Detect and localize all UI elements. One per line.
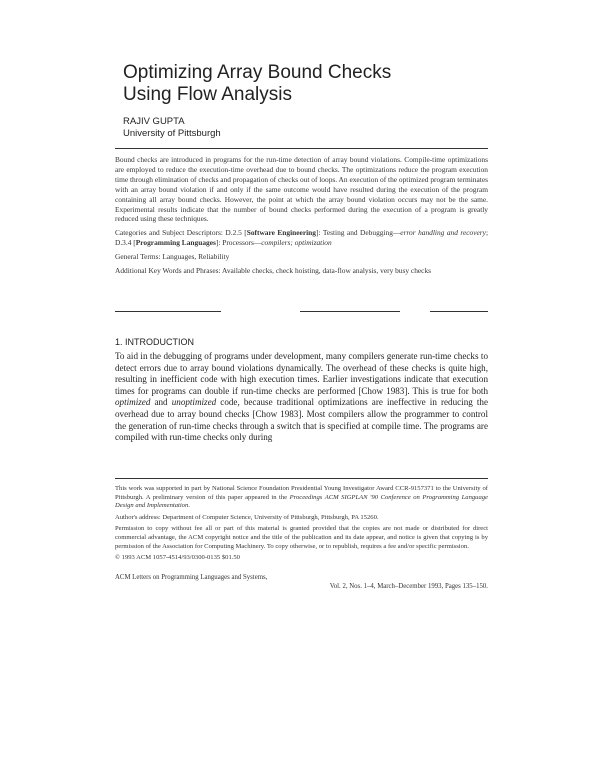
- footnote-rule: [115, 478, 488, 479]
- categories-term-1: Software Engineering: [246, 228, 316, 238]
- abstract-bottom-rule-mid: [300, 311, 400, 312]
- intro-italic-optimized: optimized: [115, 397, 151, 408]
- intro-italic-unoptimized: unoptimized: [171, 397, 217, 408]
- permission-notice: Permission to copy without fee all or part of this material is granted provided that the copies are not made or distributed for direct commercial advantage, the ACM copyright notice and the title of the publication and its date appear, and notice is given that copying is by permission of the Association for Computing Machinery. To copy otherwise, or to republish, requires a fee and/or specific permission.: [115, 525, 488, 550]
- intro-text-c: code, because traditional optimizations are ineffective in reducing the overhead due to array bound checks [Chow 1983]. Most compilers allow the programmer to control the generation of run-time checks through a switch that is specified at compile time. The programs are compiled with run-time checks only during: [115, 397, 488, 443]
- categories-subterm-1: error handling and recovery: [400, 228, 486, 238]
- intro-text-a: To aid in the debugging of programs under development, many compilers generate run-time checks to detect errors due to array bound violations dynamically. The overhead of these checks is quite high, resulting in inefficient code with high execution times. Earlier investigations indicate that execution times for programs can double if run-time checks are performed [Chow 1983]. This is true for both: [115, 351, 488, 396]
- footnotes-block: [115, 485, 488, 566]
- categories-sep-2: ; D.3.4 [: [115, 228, 488, 248]
- support-proceedings: Proceedings ACM SIGPLAN '90 Conference on Programming Language Design and Implementation: [115, 493, 488, 510]
- abstract-top-rule: [115, 148, 488, 149]
- journal-footer: [115, 573, 488, 591]
- title-line-2: Using Flow Analysis: [123, 84, 292, 105]
- support-text-a: This work was supported in part by National Science Foundation Presidential Young Investigator Award CCR-9157371 to the University of Pittsburgh. A preliminary version of this paper appeared in the: [115, 485, 488, 501]
- abstract-bottom-rule-right: [430, 311, 488, 312]
- keywords: Additional Key Words and Phrases: Available checks, check hoisting, data-flow analysis, very busy checks: [115, 266, 432, 276]
- author-block: [123, 116, 221, 140]
- section-heading-introduction: 1. INTRODUCTION: [115, 337, 195, 347]
- journal-name: ACM Letters on Programming Languages and Systems,: [115, 574, 268, 581]
- intro-text-b: and: [150, 397, 172, 408]
- abstract-text: Bound checks are introduced in programs for the run-time detection of array bound violations. Compile-time optimizations are employed to reduce the execution-time overhead due to bound checks. The optimizations reduce the program execution time through elimination of checks and propagation of checks out of loops. An execution of the optimized program terminates with an array bound violation if and only if the same outcome would have resulted during the execution of the program containing all array bound checks. However, the point at which the array bound violation occurs may not be the same. Experimental results indicate that the number of bound checks performed during the execution of a program is greatly reduced using these techniques.: [115, 155, 488, 224]
- abstract-block: [115, 155, 488, 280]
- support-footnote: [115, 485, 488, 511]
- introduction-body: [115, 351, 488, 444]
- introduction-paragraph: [115, 351, 488, 444]
- categories-line: [115, 228, 488, 248]
- author-affiliation: University of Pittsburgh: [123, 128, 221, 139]
- categories-label: Categories and Subject Descriptors: D.2.5 [: [115, 228, 247, 238]
- author-name: RAJIV GUPTA: [123, 116, 185, 127]
- author-address: Author's address: Department of Computer Science, University of Pittsburgh, Pittsburgh, PA 15260.: [115, 513, 379, 521]
- categories-sep-3: ]: Processors—: [215, 238, 262, 248]
- journal-volume: Vol. 2, Nos. 1–4, March–December 1993, Pages 135–150.: [329, 583, 488, 590]
- general-terms: General Terms: Languages, Reliability: [115, 252, 230, 262]
- abstract-bottom-rule-left: [115, 311, 221, 312]
- categories-sep-1: ]: Testing and Debugging—: [315, 228, 401, 238]
- support-text-b: .: [188, 502, 190, 510]
- title-line-1: Optimizing Array Bound Checks: [123, 62, 392, 83]
- categories-subterm-2: compilers; optimization: [261, 238, 332, 248]
- paper-title: [123, 62, 503, 106]
- copyright-line: © 1993 ACM 1057-4514/93/0300-0135 $01.50: [115, 554, 240, 562]
- categories-term-2: Programming Languages: [135, 238, 216, 248]
